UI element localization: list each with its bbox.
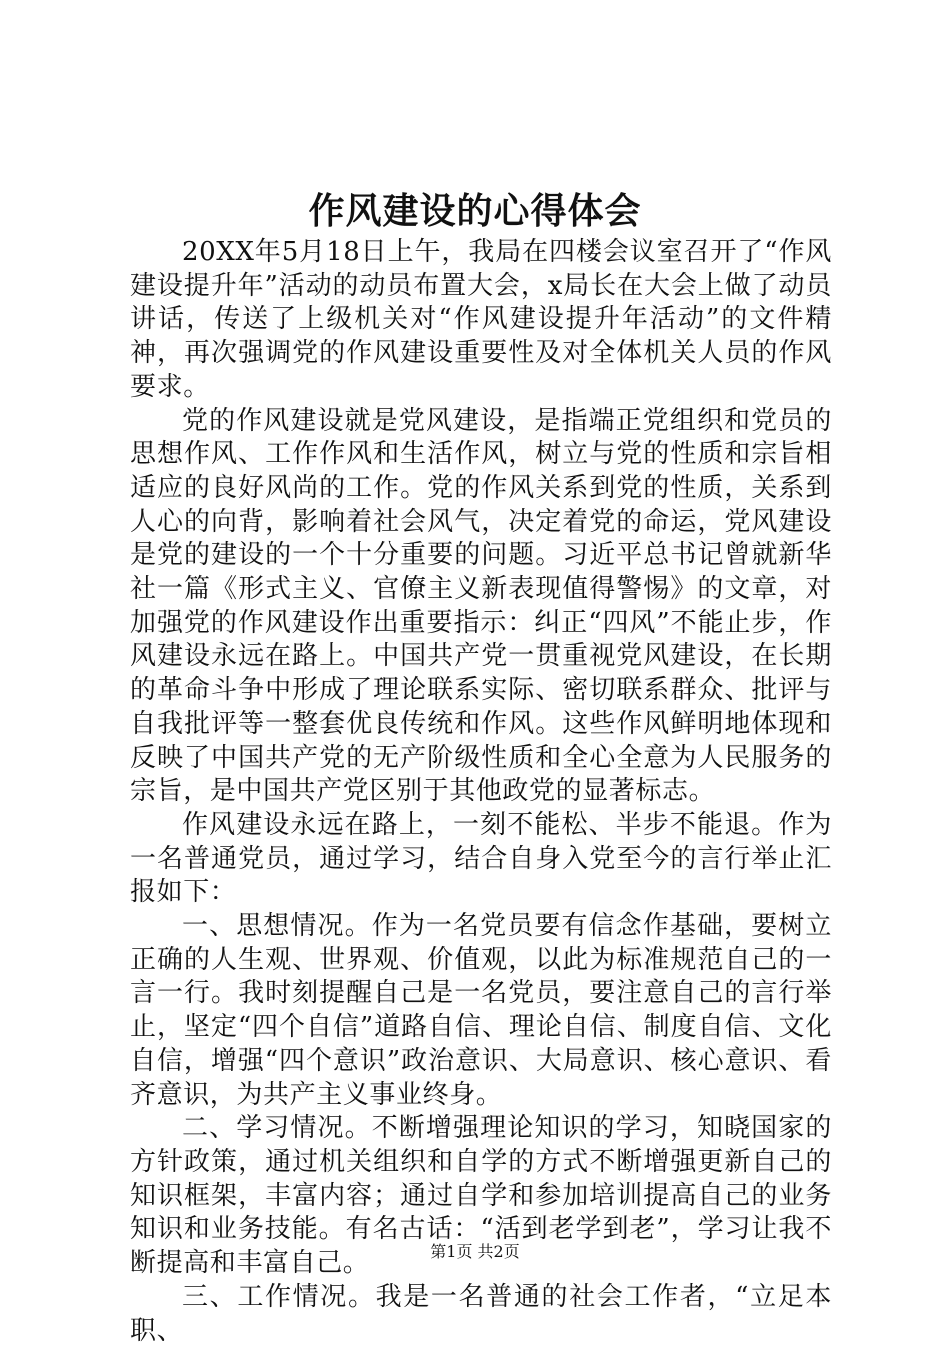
paragraph: 一、思想情况。作为一名党员要有信念作基础，要树立正确的人生观、世界观、价值观，以此为标准规范自己的一言一行。我时刻提醒自己是一名党员，要注意自己的言行举止，坚定“四个自信”道路自信、理论自信、制度自信、文化自信，增强“四个意识”政治意识、大局意识、核心意识、看齐意识，为共产主义事业终身。 [130,911,832,1110]
paragraph: 作风建设永远在路上，一刻不能松、半步不能退。作为一名普通党员，通过学习，结合自身入党至今的言行举止汇报如下： [130,809,832,908]
paragraph: 20XX年5月18日上午，我局在四楼会议室召开了“作风建设提升年”活动的动员布置大会，x局长在大会上做了动员讲话，传送了上级机关对“作风建设提升年活动”的文件精神，再次强调党的作风建设重要性及对全体机关人员的作风要求。 [130,237,832,402]
paragraph: 二、学习情况。不断增强理论知识的学习，知晓国家的方针政策，通过机关组织和自学的方式不断增强更新自己的知识框架，丰富内容；通过自学和参加培训提高自己的业务知识和业务技能。有名古话：“活到老学到老”，学习让我不断提高和丰富自己。 [130,1113,832,1279]
document-body [130,236,832,1348]
paragraph: 党的作风建设就是党风建设，是指端正党组织和党员的思想作风、工作作风和生活作风，树立与党的性质和宗旨相适应的良好风尚的工作。党的作风关系到党的性质，关系到人心的向背，影响着社会风气，决定着党的命运，党风建设是党的建设的一个十分重要的问题。习近平总书记曾就新华社一篇《形式主义、官僚主义新表现值得警惕》的文章，对加强党的作风建设作出重要指示：纠正“四风”不能止步，作风建设永远在路上。中国共产党一贯重视党风建设，在长期的革命斗争中形成了理论联系实际、密切联系群众、批评与自我批评等一整套优良传统和作风。这些作风鲜明地体现和反映了中国共产党的无产阶级性质和全心全意为人民服务的宗旨，是中国共产党区别于其他政党的显著标志。 [130,405,832,807]
document-title: 作风建设的心得体会 [308,190,642,232]
paragraph: 三、工作情况。我是一名普通的社会工作者，“立足本职、 [130,1281,832,1346]
page-footer: 第1页 共2页 [430,1242,520,1261]
